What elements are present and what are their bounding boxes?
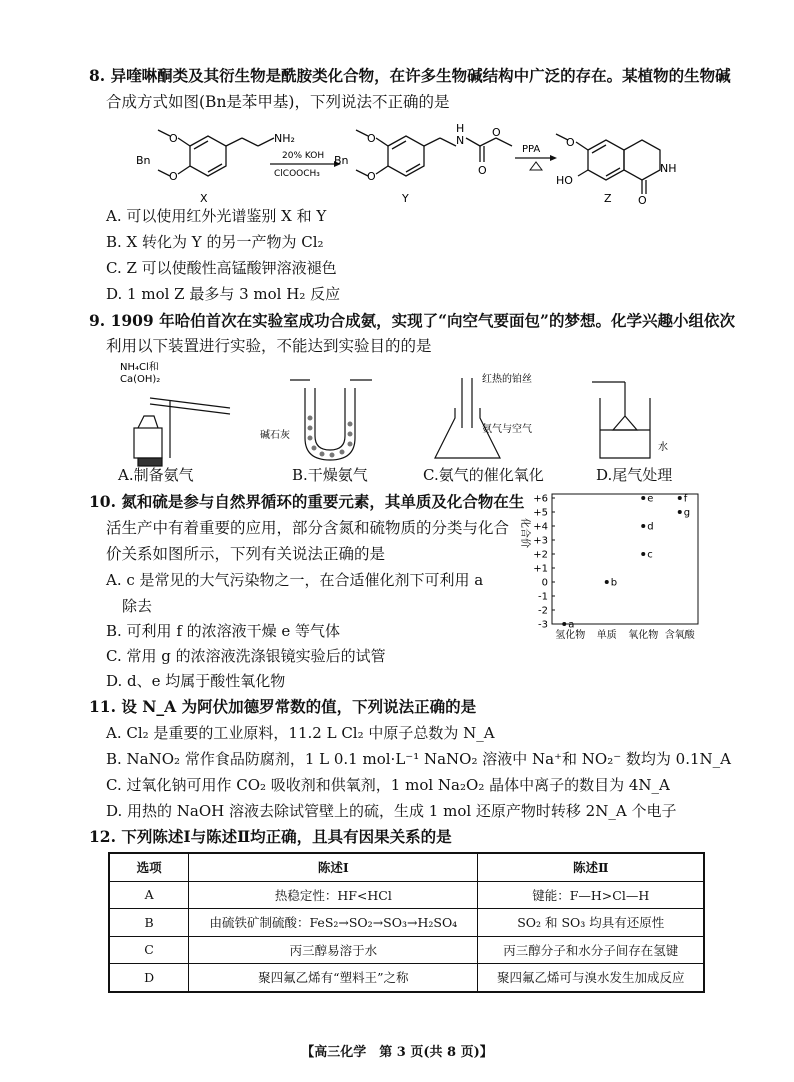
valence-chart (508, 488, 708, 648)
q10-stem-line1: 10. 氮和硫是参与自然界循环的重要元素，其单质及化合物在生 (89, 492, 525, 511)
molecule-y (356, 130, 512, 176)
z-o: O (566, 136, 575, 149)
reagent-ppa: PPA (522, 144, 541, 155)
data-label-f: f (683, 493, 688, 505)
header-statement-2: 陈述Ⅱ (478, 853, 704, 881)
x-o1: O (169, 132, 178, 145)
row-c-statement-2: 丙三醇分子和水分子间存在氢键 (478, 936, 704, 964)
y-tick-label: +5 (533, 507, 548, 519)
table-row (109, 964, 704, 992)
x-o2: O (169, 170, 178, 183)
table-row (109, 909, 704, 937)
y-o-carbonyl: O (478, 164, 487, 177)
y-tick-label: -3 (538, 619, 548, 631)
row-d-statement-1: 聚四氟乙烯有“塑料王”之称 (189, 964, 478, 992)
y-tick-label: +6 (533, 493, 548, 505)
q10-option-a1: A. c 是常见的大气污染物之一，在合适催化剂下可利用 a (106, 571, 484, 589)
apparatus-d (592, 382, 650, 458)
data-point-g (678, 510, 682, 514)
q8-option-a: A. 可以使用红外光谱鉴别 X 和 Y (106, 207, 327, 225)
data-point-a (562, 622, 566, 626)
data-label-d: d (647, 521, 654, 533)
data-label-c: c (647, 549, 653, 561)
y-tick-label: -2 (538, 605, 548, 617)
y-tick-label: +1 (533, 563, 548, 575)
q9-caption-b: B.干燥氨气 (292, 466, 368, 484)
heat-icon (530, 162, 542, 170)
z-ho: HO (556, 174, 573, 187)
q9-caption-c: C.氨气的催化氧化 (423, 466, 544, 484)
table-row (109, 936, 704, 964)
x-tick-label: 氢化物 (555, 630, 586, 641)
y-h: H (456, 122, 465, 135)
chart-frame (552, 494, 698, 624)
q12-table (108, 852, 705, 993)
q9-stem-line2: 利用以下装置进行实验，不能达到实验目的的是 (106, 337, 432, 355)
z-o-carbonyl: O (638, 194, 647, 206)
soda-lime-granules (308, 416, 353, 458)
q11-option-a: A. Cl₂ 是重要的工业原料，11.2 L Cl₂ 中原子总数为 N_A (106, 724, 495, 742)
row-c-statement-1: 丙三醇易溶于水 (189, 936, 478, 964)
data-point-c (641, 552, 645, 556)
row-b-statement-2: SO₂ 和 SO₃ 均具有还原性 (478, 909, 704, 937)
apparatus-c (435, 378, 500, 458)
q10-option-a2: 除去 (122, 597, 153, 615)
q8-option-d: D. 1 mol Z 最多与 3 mol H₂ 反应 (106, 285, 341, 303)
q11-option-d: D. 用热的 NaOH 溶液去除试管壁上的硫，生成 1 mol 还原产物时转移 2N_A 个电子 (106, 802, 677, 820)
q8-reaction-scheme (120, 114, 720, 206)
row-b-statement-1: 由硫铁矿制硫酸：FeS₂→SO₂→SO₃→H₂SO₄ (189, 909, 478, 937)
reagent-a1: NH₄Cl和 (120, 362, 159, 373)
data-label-g: g (683, 507, 691, 519)
reagent-bottom: ClCOOCH₃ (274, 169, 320, 179)
q9-caption-d: D.尾气处理 (596, 466, 673, 484)
q8-stem-line2: 合成方式如图(Bn是苯甲基)，下列说法不正确的是 (106, 93, 450, 111)
q10-option-d: D. d、e 均属于酸性氧化物 (106, 672, 286, 690)
label-y: Y (402, 192, 409, 205)
y-o1: O (367, 132, 376, 145)
q9-apparatus (110, 358, 710, 468)
row-a-statement-1: 热稳定性：HF<HCl (189, 881, 478, 909)
apparatus-b (290, 380, 372, 460)
label-x: X (200, 192, 208, 205)
q11-option-b: B. NaNO₂ 常作食品防腐剂，1 L 0.1 mol·L⁻¹ NaNO₂ 溶液中 Na⁺和 NO₂⁻ 数均为 0.1N_A (106, 750, 731, 768)
y-n: N (456, 134, 465, 147)
apparatus-a (134, 398, 230, 466)
q9-stem-line1: 9. 1909 年哈伯首次在实验室成功合成氨，实现了“向空气要面包”的梦想。化学兴趣小组依次 (89, 311, 735, 330)
q9-caption-a: A.制备氨气 (118, 466, 194, 484)
water-label: 水 (658, 442, 668, 453)
q8-option-c: C. Z 可以使酸性高锰酸钾溶液褪色 (106, 259, 337, 277)
q10-stem-line2: 活生产中有着重要的应用，部分含氮和硫物质的分类与化合 (106, 519, 510, 537)
row-d-statement-2: 聚四氟乙烯可与溴水发生加成反应 (478, 964, 704, 992)
q10-stem-line3: 价关系如图所示，下列有关说法正确的是 (106, 545, 386, 563)
x-tick-label: 氧化物 (628, 630, 659, 641)
x-tick-label: 单质 (596, 630, 617, 641)
q8-option-b: B. X 转化为 Y 的另一产物为 Cl₂ (106, 233, 324, 251)
data-point-f (678, 496, 682, 500)
data-label-a: a (568, 619, 575, 631)
table-header-row (109, 853, 704, 881)
x-nh2: NH₂ (274, 132, 295, 145)
q10-option-b: B. 可利用 f 的浓溶液干燥 e 等气体 (106, 622, 341, 640)
soda-lime-label: 碱石灰 (260, 430, 290, 441)
row-a-statement-2: 键能：F—H>Cl—H (478, 881, 704, 909)
row-b-option: B (109, 909, 189, 937)
x-bn: Bn (136, 154, 151, 167)
y-tick-label: +4 (533, 521, 548, 533)
row-c-option: C (109, 936, 189, 964)
platinum-label: 红热的铂丝 (482, 374, 532, 385)
y-tick-label: +2 (533, 549, 548, 561)
y-axis-label: 化合价 (519, 518, 530, 548)
header-option: 选项 (109, 853, 189, 881)
q8-stem-line1: 8. 异喹啉酮类及其衍生物是酰胺类化合物，在许多生物碱结构中广泛的存在。某植物的生物碱 (89, 66, 731, 85)
table-row (109, 881, 704, 909)
q12-stem: 12. 下列陈述Ⅰ与陈述Ⅱ均正确，且具有因果关系的是 (89, 827, 452, 846)
data-point-e (641, 496, 645, 500)
y-bn: Bn (334, 154, 349, 167)
gas-mix-label: 氨气与空气 (482, 424, 532, 435)
y-o-ester: O (492, 126, 501, 139)
data-point-d (641, 524, 645, 528)
data-point-b (605, 580, 609, 584)
y-tick-label: +3 (533, 535, 548, 547)
x-tick-label: 含氧酸 (664, 630, 695, 641)
reagent-a2: Ca(OH)₂ (120, 374, 161, 385)
z-nh: NH (660, 162, 677, 175)
q11-option-c: C. 过氧化钠可用作 CO₂ 吸收剂和供氧剂，1 mol Na₂O₂ 晶体中离子的数目为 4N_A (106, 776, 670, 794)
data-label-e: e (647, 493, 654, 505)
page-footer: 【高三化学 第 3 页(共 8 页)】 (301, 1045, 493, 1060)
y-tick-label: 0 (541, 577, 548, 589)
label-z: Z (604, 192, 612, 205)
header-statement-1: 陈述Ⅰ (189, 853, 478, 881)
row-d-option: D (109, 964, 189, 992)
reagent-top: 20% KOH (282, 151, 325, 161)
q11-stem: 11. 设 N_A 为阿伏加德罗常数的值，下列说法正确的是 (89, 697, 477, 716)
data-label-b: b (610, 577, 618, 589)
row-a-option: A (109, 881, 189, 909)
y-tick-label: -1 (538, 591, 548, 603)
q10-option-c: C. 常用 g 的浓溶液洗涤银镜实验后的试管 (106, 647, 386, 665)
y-o2: O (367, 170, 376, 183)
